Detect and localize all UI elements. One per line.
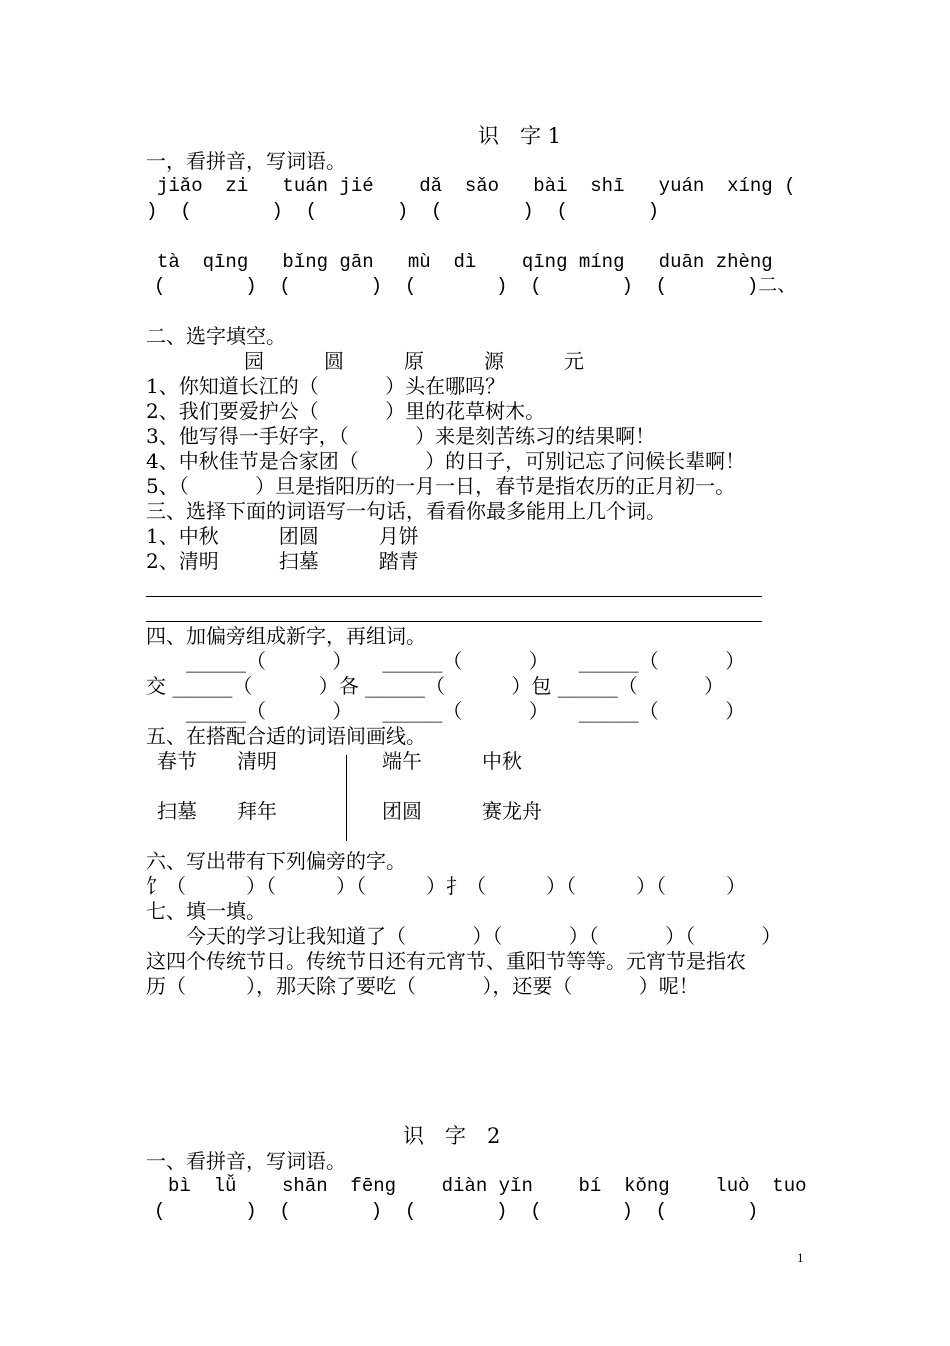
pinyin-row-2: tà qīng bǐng gān mù dì qīng míng duān zhèng xyxy=(157,251,773,273)
section3-heading: 三、选择下面的词语写一句话，看看你最多能用上几个词。 xyxy=(146,499,666,523)
fill-paragraph-line-3: 历（ ），那天除了要吃（ ），还要（ ）呢！ xyxy=(146,974,699,998)
lesson2-answer-parens-row-1: ( ) ( ) ( ) ( ) ( ) xyxy=(154,1200,759,1222)
fill-paragraph-line-1: 今天的学习让我知道了（ ）（ ）（ ）（ ） xyxy=(146,924,782,948)
answer-parens-row-2: ( ) ( ) ( ) ( ) ( )二、 xyxy=(154,275,797,297)
section5-heading: 五、在搭配合适的词语间画线。 xyxy=(146,724,426,748)
radical-row-2: 交 ______（ ）各 ______（ ）包 ______（ ） xyxy=(146,674,725,698)
character-options: 园 圆 原 源 元 xyxy=(244,349,584,373)
answer-parens-row-1: ) ( ) ( ) ( ) ( ) xyxy=(146,200,660,222)
section1-heading: 一，看拼音，写词语。 xyxy=(146,149,346,173)
fill-question-2: 2、我们要爱护公（ ）里的花草树木。 xyxy=(146,399,546,423)
writing-line-2 xyxy=(146,621,762,622)
word-group-2: 2、清明 扫墓 踏青 xyxy=(146,549,419,573)
radical-row-3: ______（ ） ______（ ） ______（ ） xyxy=(146,699,746,723)
lesson1-title: 识 字 1 xyxy=(478,124,562,148)
section4-heading: 四、加偏旁组成新字，再组词。 xyxy=(146,624,426,648)
writing-line-1 xyxy=(146,596,762,597)
section6-heading: 六、写出带有下列偏旁的字。 xyxy=(146,849,406,873)
fill-question-3: 3、他写得一手好字，（ ）来是刻苦练习的结果啊！ xyxy=(146,424,656,448)
pinyin-row-1: jiǎo zi tuán jié dǎ sǎo bài shī yuán xíng ( xyxy=(157,175,796,197)
fill-question-4: 4、中秋佳节是合家团（ ）的日子，可别记忘了问候长辈啊！ xyxy=(146,449,746,473)
fill-question-5: 5、（ ）旦是指阳历的一月一日，春节是指农历的正月初一。 xyxy=(146,474,736,498)
lesson2-title: 识 字 2 xyxy=(403,1124,501,1148)
section2-heading: 二、选字填空。 xyxy=(146,324,286,348)
page-number: 1 xyxy=(797,1250,804,1265)
match-left-top: 春节 清明 xyxy=(157,749,277,773)
match-right-top: 端午 中秋 xyxy=(382,749,522,773)
match-divider xyxy=(346,755,347,841)
radical-chars-line: 饣（ ）（ ）（ ）扌（ ）（ ）（ ） xyxy=(146,874,746,898)
lesson2-section1-heading: 一、看拼音，写词语。 xyxy=(146,1149,346,1173)
radical-row-1: ______（ ） ______（ ） ______（ ） xyxy=(146,649,746,673)
match-left-bottom: 扫墓 拜年 xyxy=(157,799,277,823)
word-group-1: 1、中秋 团圆 月饼 xyxy=(146,524,419,548)
lesson2-pinyin-row-1: bì lǚ shān fēng diàn yǐn bí kǒng luò tuo xyxy=(168,1175,807,1197)
fill-question-1: 1、你知道长江的（ ）头在哪吗？ xyxy=(146,374,506,398)
fill-paragraph-line-2: 这四个传统节日。传统节日还有元宵节、重阳节等等。元宵节是指农 xyxy=(146,949,746,973)
section7-heading: 七、填一填。 xyxy=(146,899,266,923)
match-right-bottom: 团圆 赛龙舟 xyxy=(382,799,542,823)
